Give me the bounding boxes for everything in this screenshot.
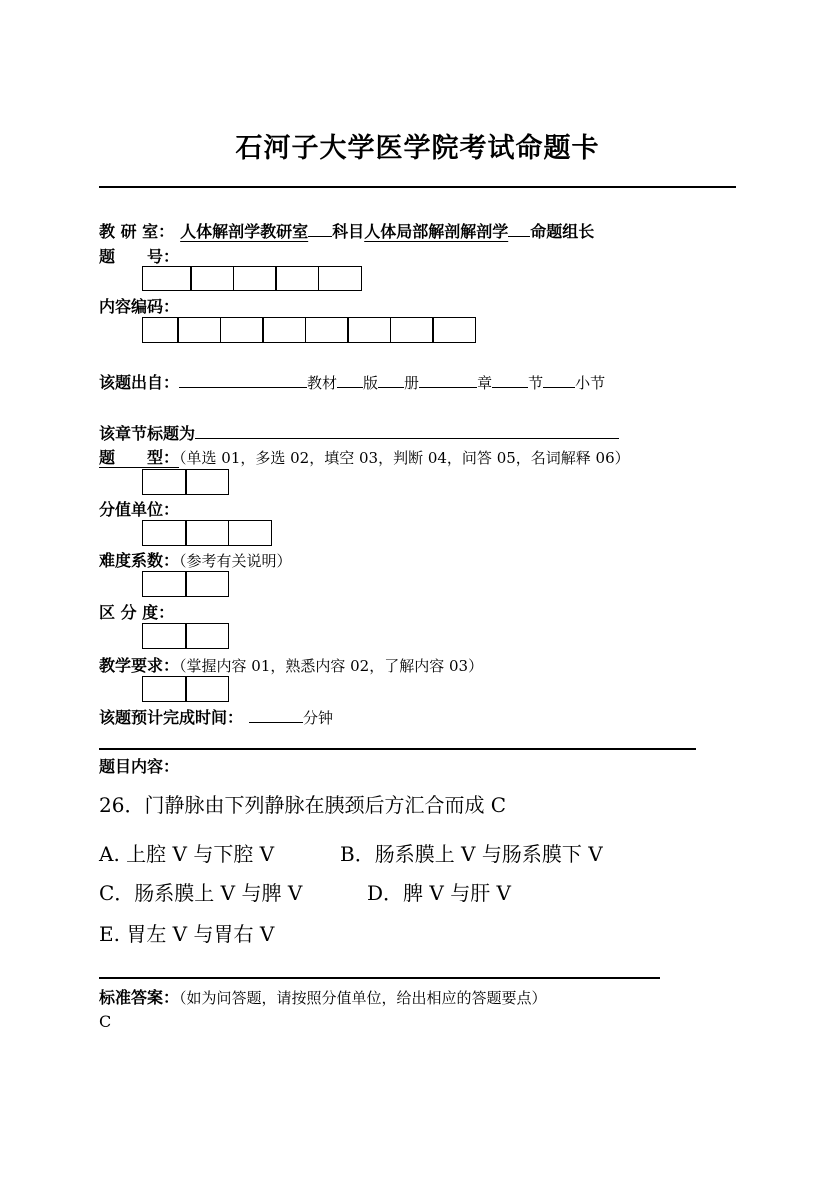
chapter-title-label: 该章节标题为 — [99, 424, 196, 443]
title-divider — [99, 186, 736, 188]
time-unit: 分钟 — [303, 709, 334, 727]
box[interactable] — [432, 317, 476, 343]
option-a: A. 上腔 V 与下腔 V — [99, 842, 275, 866]
box[interactable] — [390, 317, 434, 343]
content-code-boxes[interactable] — [143, 317, 476, 343]
box[interactable] — [142, 317, 179, 343]
difficulty-boxes[interactable] — [143, 571, 229, 597]
header-row — [99, 219, 594, 242]
box[interactable] — [228, 520, 272, 546]
edition-blank[interactable] — [337, 373, 363, 388]
dept-label: 教 研 室： — [99, 222, 175, 241]
dept-blank — [308, 222, 332, 237]
source-subsection: 小节 — [575, 374, 606, 392]
box[interactable] — [185, 469, 229, 495]
box[interactable] — [262, 317, 306, 343]
content-code-label: 内容编码： — [99, 297, 180, 316]
option-c: C．肠系膜上 V 与脾 V — [99, 881, 303, 905]
box[interactable] — [185, 571, 229, 597]
box[interactable] — [318, 266, 362, 291]
answer-row — [99, 985, 547, 1008]
score-unit-boxes[interactable] — [143, 520, 272, 546]
type-boxes[interactable] — [143, 469, 229, 495]
difficulty-hint: （参考有关说明） — [179, 552, 292, 570]
box[interactable] — [233, 266, 277, 291]
difficulty-label: 难度系数： — [99, 551, 180, 570]
box[interactable] — [275, 266, 319, 291]
dept-value: 人体解剖学教研室 — [180, 222, 309, 241]
box[interactable] — [142, 520, 187, 546]
time-blank[interactable] — [249, 708, 303, 723]
type-row — [99, 445, 630, 468]
box[interactable] — [142, 571, 187, 597]
teaching-req-boxes[interactable] — [143, 676, 229, 702]
time-row — [99, 705, 333, 728]
page-title: 石河子大学医学院考试命题卡 — [235, 133, 600, 164]
chapter-title-blank[interactable] — [195, 424, 619, 439]
content-label: 题目内容： — [99, 757, 180, 776]
box[interactable] — [142, 623, 187, 649]
source-section: 节 — [528, 374, 544, 392]
question-stem: 26．门静脉由下列静脉在胰颈后方汇合而成 C — [99, 793, 507, 817]
type-hint: （单选 01，多选 02，填空 03，判断 04，问答 05，名词解释 06） — [179, 449, 630, 467]
subject-label: 科目 — [332, 222, 365, 241]
answer-hint: （如为问答题，请按照分值单位，给出相应的答题要点） — [179, 989, 547, 1007]
discrimination-label: 区 分 度： — [99, 603, 175, 622]
box[interactable] — [190, 266, 234, 291]
section-blank[interactable] — [492, 373, 528, 388]
teaching-req-hint: （掌握内容 01，熟悉内容 02，了解内容 03） — [179, 657, 484, 675]
question-no-label: 题 号： — [99, 247, 180, 266]
difficulty-row — [99, 548, 292, 571]
box[interactable] — [142, 676, 187, 702]
subject-blank — [508, 222, 530, 237]
source-label: 该题出自： — [99, 373, 180, 392]
box[interactable] — [177, 317, 221, 343]
source-blank[interactable] — [179, 373, 307, 388]
box[interactable] — [347, 317, 391, 343]
question-no-boxes[interactable] — [143, 266, 362, 291]
box[interactable] — [142, 266, 192, 291]
box[interactable] — [185, 676, 229, 702]
volume-blank[interactable] — [378, 373, 404, 388]
chapter-title-row — [99, 421, 619, 444]
box[interactable] — [185, 520, 229, 546]
answer-divider — [99, 977, 660, 979]
box[interactable] — [142, 469, 187, 495]
source-volume: 册 — [404, 374, 420, 392]
option-b: B．肠系膜上 V 与肠系膜下 V — [340, 842, 603, 866]
source-row — [99, 370, 605, 393]
source-edition: 版 — [363, 374, 379, 392]
box[interactable] — [305, 317, 349, 343]
box[interactable] — [220, 317, 264, 343]
time-label: 该题预计完成时间： — [99, 708, 244, 727]
option-e: E. 胃左 V 与胃右 V — [99, 922, 275, 946]
source-chapter: 章 — [477, 374, 493, 392]
teaching-req-label: 教学要求： — [99, 656, 180, 675]
teaching-req-row — [99, 653, 483, 676]
type-label: 题 型： — [99, 448, 180, 467]
source-textbook: 教材 — [307, 374, 338, 392]
content-divider — [99, 748, 696, 750]
leader-label: 命题组长 — [530, 222, 595, 241]
discrimination-boxes[interactable] — [143, 623, 229, 649]
score-unit-label: 分值单位： — [99, 500, 180, 519]
subject-value: 人体局部解剖解剖学 — [364, 222, 509, 241]
box[interactable] — [185, 623, 229, 649]
chapter-blank[interactable] — [419, 373, 477, 388]
option-d: D．脾 V 与肝 V — [367, 881, 511, 905]
subsection-blank[interactable] — [543, 373, 575, 388]
answer-value: C — [99, 1012, 112, 1031]
answer-label: 标准答案： — [99, 988, 180, 1007]
